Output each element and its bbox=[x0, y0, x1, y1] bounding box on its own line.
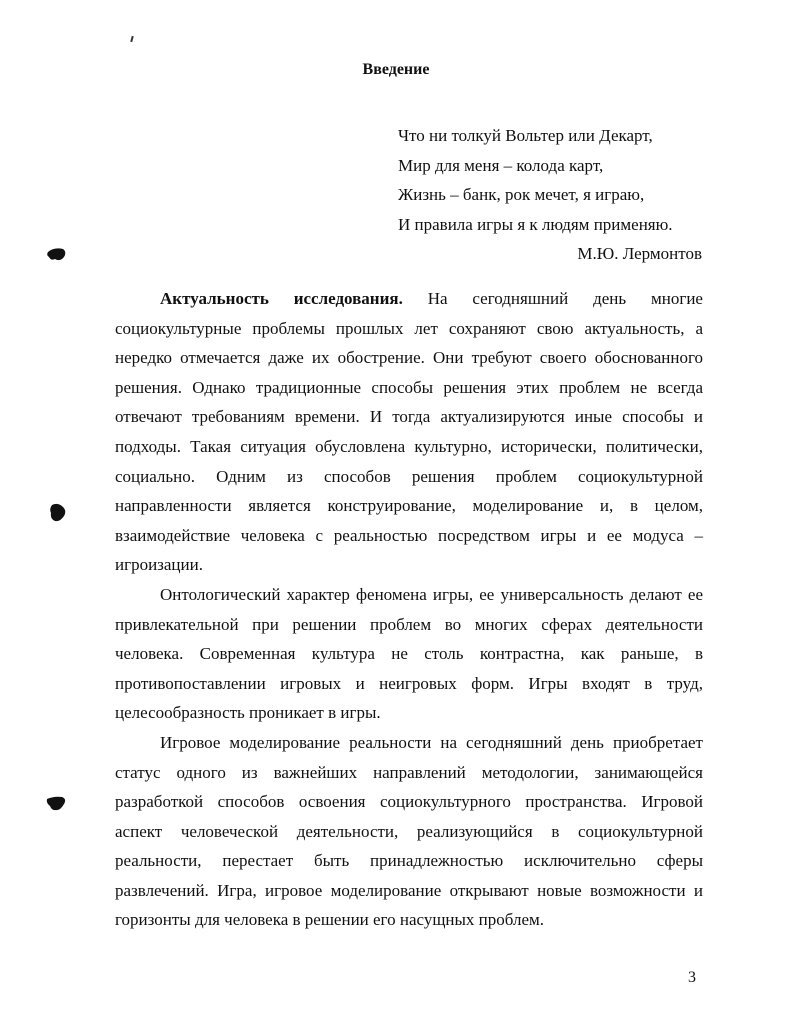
epigraph-line: Что ни толкуй Вольтер или Декарт, bbox=[398, 126, 653, 145]
epigraph-line: Мир для меня – колода карт, bbox=[398, 155, 604, 175]
paragraph-lead: Актуальность исследования. bbox=[160, 289, 403, 308]
epigraph-line: И правила игры я к людям применяю. bbox=[398, 214, 673, 234]
scan-speck-icon bbox=[130, 36, 133, 42]
body-text bbox=[115, 284, 703, 935]
binder-hole-mark-icon bbox=[46, 246, 68, 264]
epigraph-line: Жизнь – банк, рок мечет, я играю, bbox=[398, 185, 645, 204]
binder-hole-mark-icon bbox=[46, 795, 68, 813]
page-title: Введение bbox=[362, 61, 430, 78]
paragraph-relevance bbox=[115, 284, 703, 580]
epigraph bbox=[398, 121, 708, 269]
page-number: 3 bbox=[688, 969, 696, 986]
paragraph-ontology: Онтологический характер феномена игры, ее универсальность делают ее привлекательной при решении проблем во многих сферах деятельности человека. Современная культура не столь контрастна, как раньше, в противопоставлении игровых и неигровых форм. Игры входят в труд, целесообразность проникает в игры. bbox=[115, 584, 703, 723]
binder-hole-mark-icon bbox=[48, 502, 68, 524]
paragraph-text: На сегодняшний день многие социокультурные проблемы прошлых лет сохраняют свою актуальность, а нередко отмечается даже их обострение. Они требуют своего обоснованного решения. Однако традиционные способы решения этих проблем не всегда отвечают требованиям времени. И тогда актуализируются иные способы и подходы. Такая ситуация обусловлена культурно, исторически, политически, социально. Одним из способов решения проблем социокультурной направленности является конструирование, моделирование и, в целом, взаимодействие человека с реальностью посредством игры и ее модуса – игроизации. bbox=[115, 289, 703, 575]
paragraph-modeling: Игровое моделирование реальности на сегодняшний день приобретает статус одного из важнейших направлений методологии, занимающейся разработкой способов освоения социокультурного пространства. Игровой аспект человеческой деятельности, реализующийся в социокультурной реальности, перестает быть принадлежностью исключительно сферы развлечений. Игра, игровое моделирование открывают новые возможности и горизонты для человека в решении его насущных проблем. bbox=[115, 732, 703, 930]
epigraph-author: М.Ю. Лермонтов bbox=[577, 244, 702, 263]
